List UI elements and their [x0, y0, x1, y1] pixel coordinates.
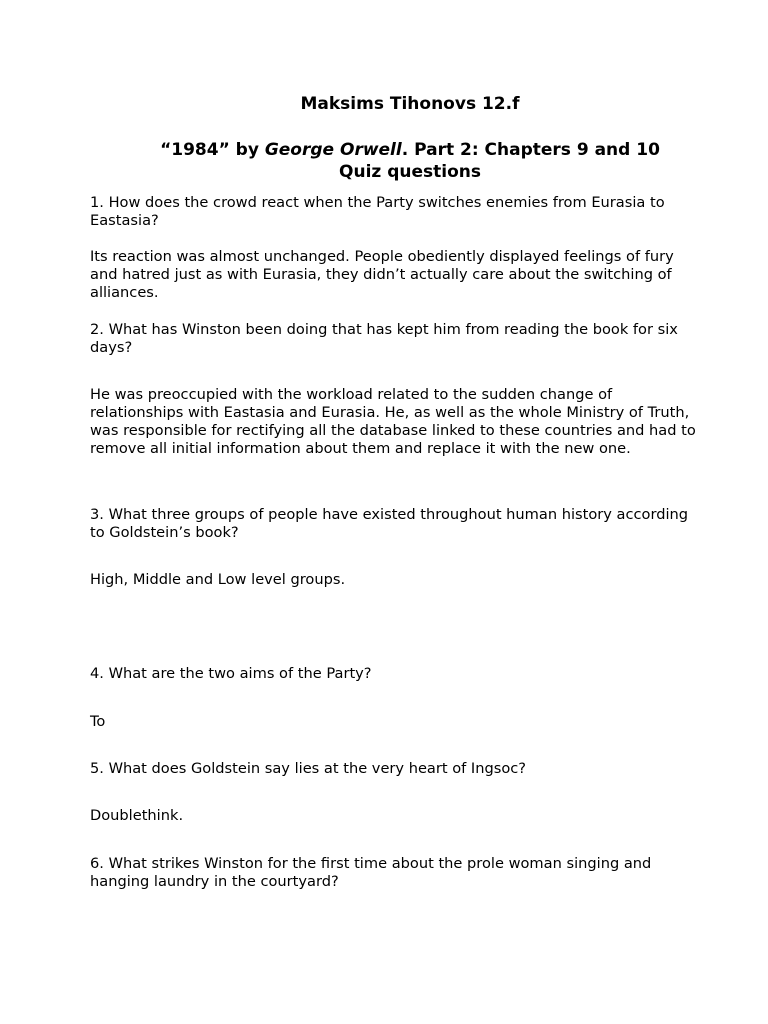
answer-3: High, Middle and Low level groups.: [90, 571, 346, 588]
question-1: 1. How does the crowd react when the Party switches enemies from Eurasia to Eastasia?: [90, 194, 665, 229]
answer-1: Its reaction was almost unchanged. People obediently displayed feelings of fury and hatred just as with Eurasia, they didn’t actually care about the switching of alliances.: [90, 248, 674, 301]
author-line: Maksims Tihonovs 12.f: [300, 94, 520, 114]
question-5: 5. What does Goldstein say lies at the very heart of Ingsoc?: [90, 760, 527, 777]
title-author: George Orwell: [264, 140, 402, 160]
document-title: [0, 139, 768, 161]
answer-5: Doublethink.: [90, 807, 184, 824]
question-3: 3. What three groups of people have existed throughout human history according to Goldstein’s book?: [90, 506, 689, 541]
question-6: 6. What strikes Winston for the first time about the prole woman singing and hanging laundry in the courtyard?: [90, 855, 652, 890]
title-prefix: “1984” by: [160, 140, 265, 160]
question-4: 4. What are the two aims of the Party?: [90, 665, 372, 682]
answer-2: He was preoccupied with the workload related to the sudden change of relationships with Eastasia and Eurasia. He, as well as the whole Ministry of Truth, was responsible for rectifying all the database linked to these countries and had to remove all initial information about them and replace it with the new one.: [90, 386, 696, 457]
question-2: 2. What has Winston been doing that has kept him from reading the book for six days?: [90, 321, 678, 356]
answer-4: To: [90, 713, 106, 730]
document-subtitle: Quiz questions: [339, 162, 481, 182]
title-suffix: . Part 2: Chapters 9 and 10: [401, 140, 660, 160]
